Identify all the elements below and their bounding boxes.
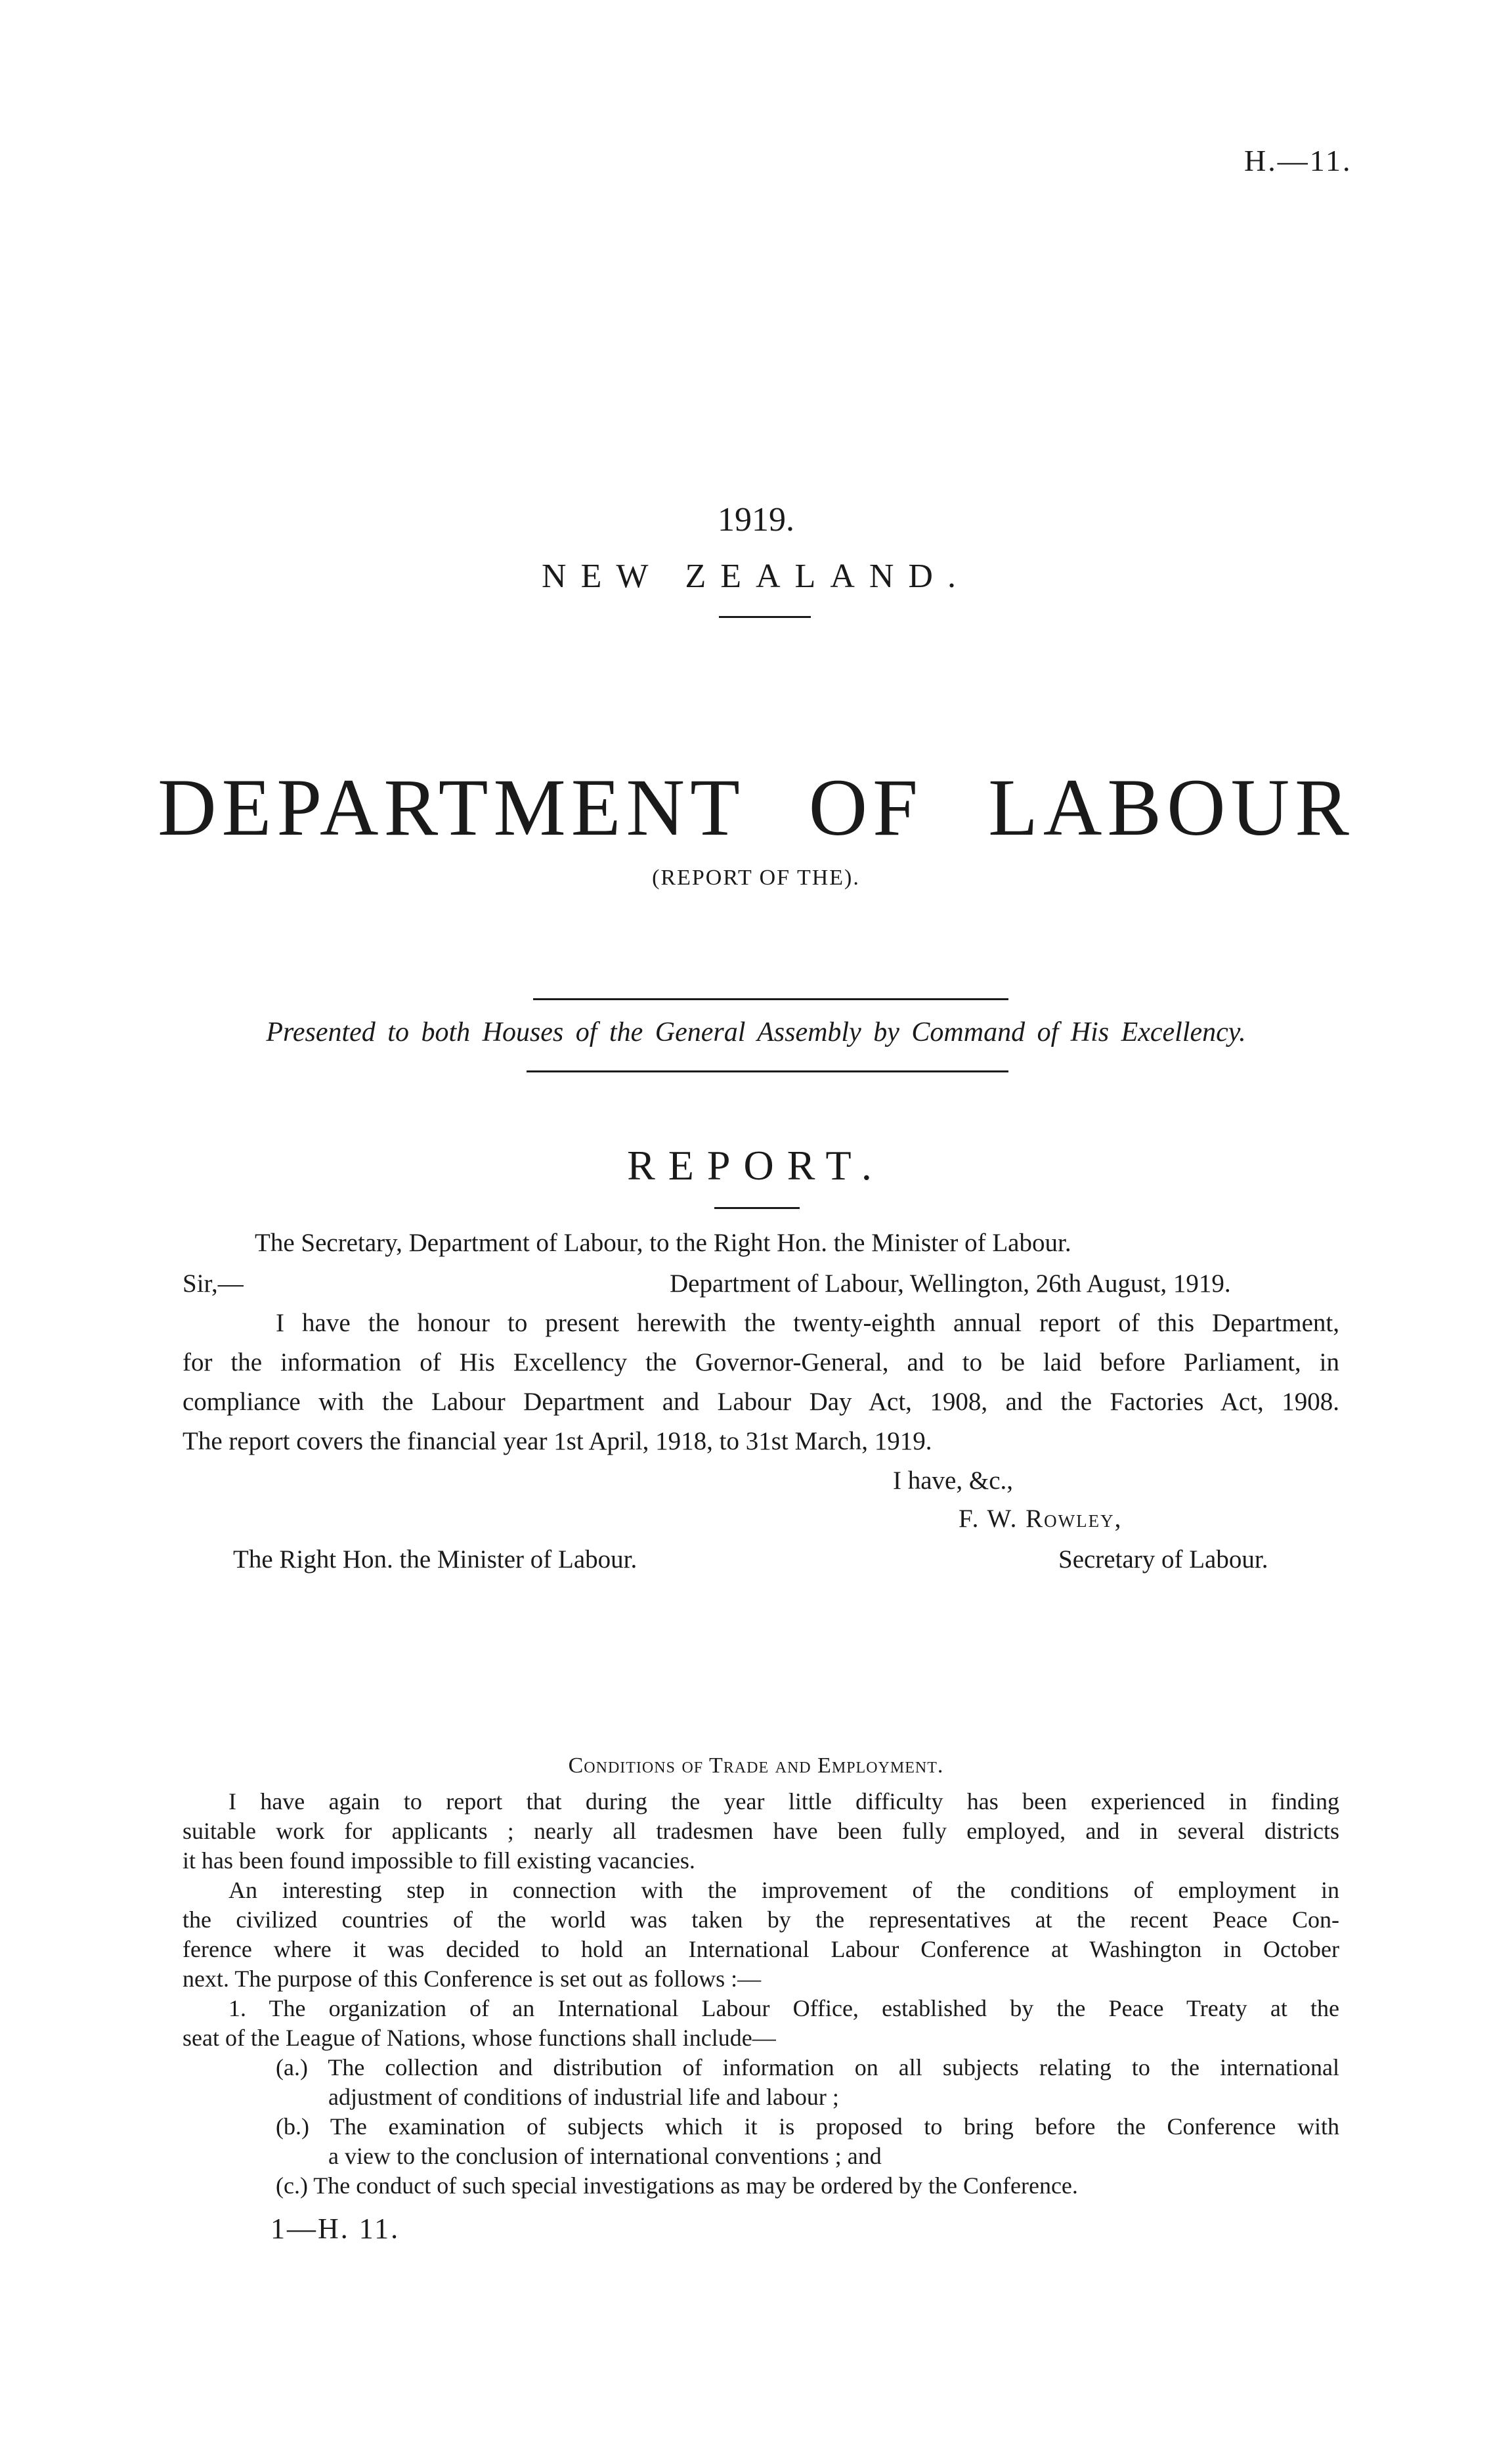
section-line: (c.) The conduct of such special investigations as may be ordered by the Conference. <box>276 2172 1078 2199</box>
letter-body-line: compliance with the Labour Department and Labour Day Act, 1908, and the Factories Act, 1908. <box>183 1388 1339 1416</box>
section-line: ference where it was decided to hold an International Labour Conference at Washington in October <box>183 1936 1339 1962</box>
letter-body-line: for the information of His Excellency the Governor-General, and to be laid before Parliament, in <box>183 1348 1339 1376</box>
divider <box>533 998 1008 1000</box>
year: 1919. <box>718 501 794 539</box>
section-line: An interesting step in connection with the improvement of the conditions of employment in <box>228 1877 1339 1903</box>
salutation: Sir,— <box>183 1269 244 1298</box>
signature-title: Secretary of Labour. <box>1058 1545 1268 1574</box>
dateline: Department of Labour, Wellington, 26th August, 1919. <box>670 1269 1231 1298</box>
section-line: (a.) The collection and distribution of information on all subjects relating to the international <box>276 2054 1339 2080</box>
footer-reference: 1—H. 11. <box>270 2212 400 2245</box>
divider <box>527 1070 1008 1072</box>
section-heading: Conditions of Trade and Employment. <box>568 1753 944 1778</box>
page-reference: H.—11. <box>1244 144 1352 177</box>
letter-body-line: The report covers the financial year 1st April, 1918, to 31st March, 1919. <box>183 1427 932 1455</box>
page-title: DEPARTMENT OF LABOUR <box>158 762 1354 852</box>
divider <box>719 616 811 618</box>
presented-line: Presented to both Houses of the General Assembly by Command of His Excellency. <box>266 1017 1246 1047</box>
section-line: 1. The organization of an International Labour Office, established by the Peace Treaty at the <box>228 1995 1339 2021</box>
addressee: The Right Hon. the Minister of Labour. <box>233 1545 637 1574</box>
report-heading: REPORT. <box>627 1142 885 1189</box>
section-line: it has been found impossible to fill existing vacancies. <box>183 1847 695 1874</box>
letter-body-line: I have the honour to present herewith the twenty-eighth annual report of this Department, <box>276 1309 1339 1337</box>
section-line: adjustment of conditions of industrial life and labour ; <box>328 2084 839 2110</box>
divider <box>714 1207 800 1209</box>
section-line: (b.) The examination of subjects which it is proposed to bring before the Conference with <box>276 2113 1339 2140</box>
letter-from-to: The Secretary, Department of Labour, to the Right Hon. the Minister of Labour. <box>255 1229 1071 1257</box>
section-line: next. The purpose of this Conference is set out as follows :— <box>183 1966 762 1992</box>
signature: F. W. Rowley, <box>959 1505 1123 1533</box>
section-line: a view to the conclusion of international conventions ; and <box>328 2143 882 2169</box>
country: NEW ZEALAND. <box>542 558 970 595</box>
section-line: the civilized countries of the world was taken by the representatives at the recent Peace Con- <box>183 1906 1339 1933</box>
letter-closing: I have, &c., <box>893 1466 1014 1495</box>
section-line: I have again to report that during the year little difficulty has been experienced in finding <box>228 1788 1339 1815</box>
page-subtitle: (REPORT OF THE). <box>652 866 860 890</box>
section-line: suitable work for applicants ; nearly all tradesmen have been fully employed, and in several districts <box>183 1818 1339 1844</box>
section-line: seat of the League of Nations, whose functions shall include— <box>183 2025 776 2051</box>
